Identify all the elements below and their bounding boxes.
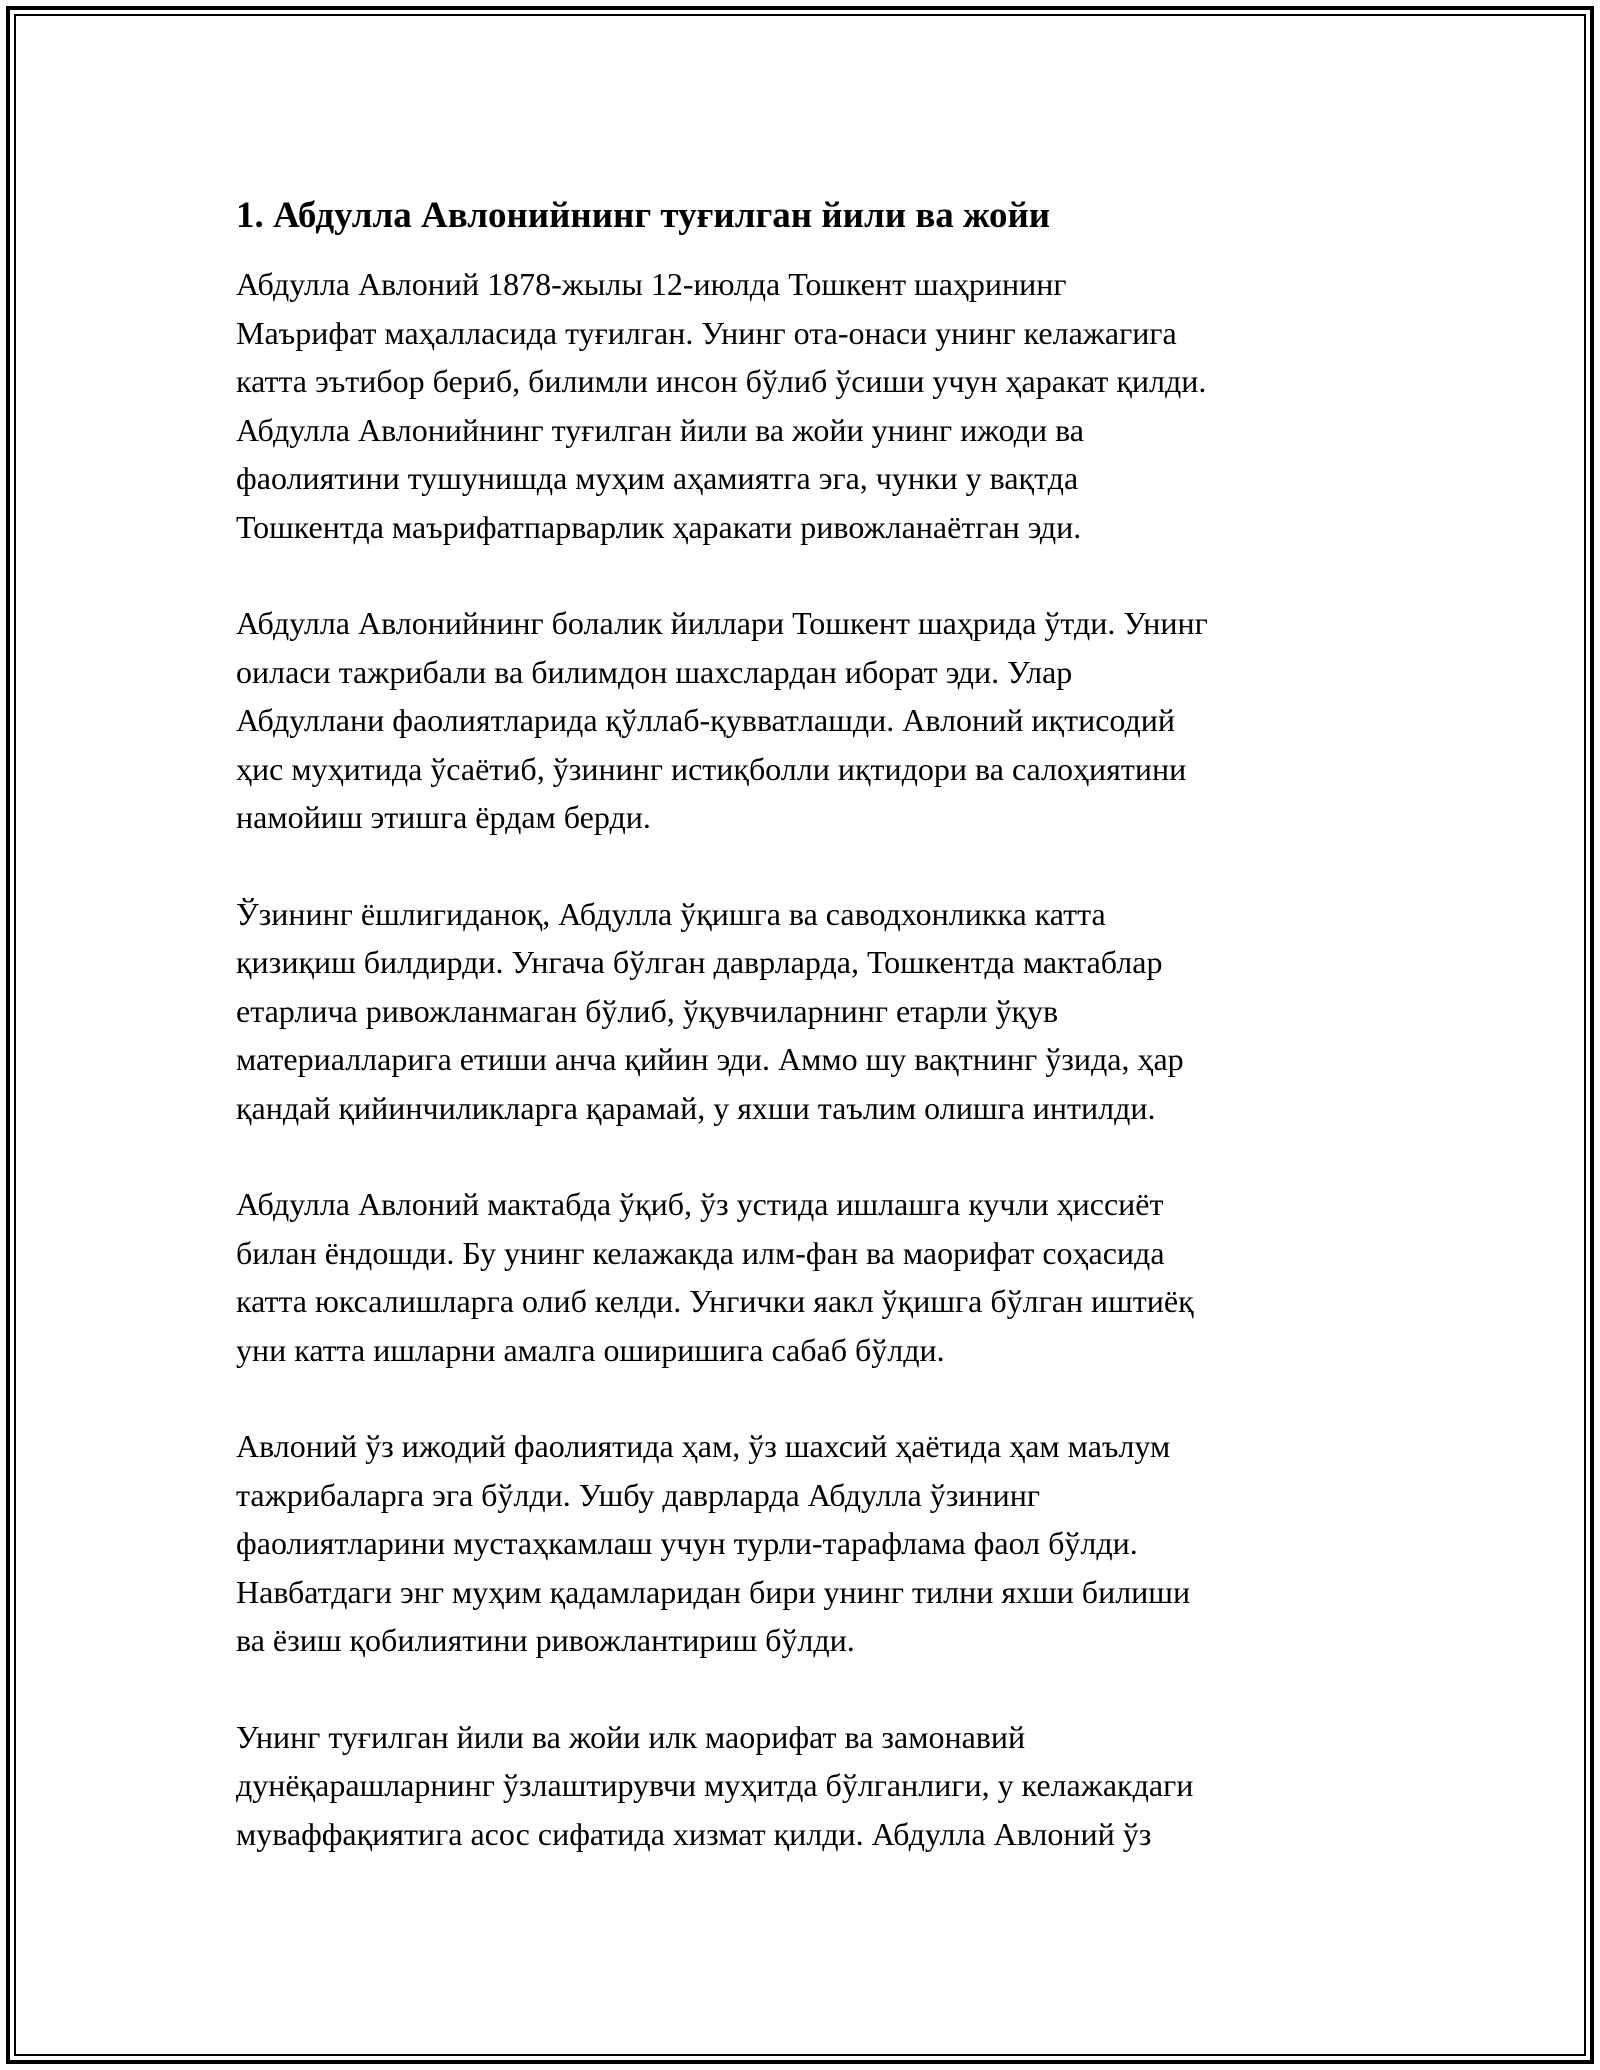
paragraph-2 [236,599,1386,842]
text-line: Абдуллани фаолиятларида қўллаб-қувватлашди. Авлоний иқтисодий [236,702,1176,738]
text-line: дунёқарашларнинг ўзлаштирувчи муҳитда бўлганлиги, у келажакдаги [236,1767,1194,1803]
paragraph-5 [236,1422,1386,1665]
text-line: Ўзининг ёшлигиданоқ, Абдулла ўқишга ва саводхонликка катта [236,895,1106,932]
text-line: қандай қийинчиликларга қарамай, у яхши таълим олишга интилди. [236,1089,1156,1126]
text-line: Абдулла Авлоний мактабда ўқиб, ўз устида ишлашга кучли ҳиссиёт [236,1186,1164,1222]
text-line: уни катта ишларни амалга оширишига сабаб бўлди. [236,1331,945,1368]
paragraph-6 [236,1713,1386,1859]
text-line: Абдулла Авлонийнинг туғилган йили ва жойи унинг ижоди ва [236,411,1084,448]
text-line: фаолиятини тушунишда муҳим аҳамиятга эга, чунки у вақтда [236,460,1079,496]
text-line: қизиқиш билдирди. Унгача бўлган даврларда, Тошкентда мактаблар [236,944,1163,980]
paragraph-3 [236,890,1386,1133]
text-line: ҳис муҳитида ўсаётиб, ўзининг истиқболли иқтидори ва салоҳиятини [236,750,1187,787]
text-line: Абдулла Авлоний 1878-жылы 12-июлда Тошкент шаҳрининг [236,266,1067,302]
text-line: Авлоний ўз ижодий фаолиятида ҳам, ўз шахсий ҳаётида ҳам маълум [236,1428,1171,1464]
text-line: ва ёзиш қобилиятини ривожлантириш бўлди. [236,1622,855,1658]
text-line: материалларига етиши анча қийин эди. Аммо шу вақтнинг ўзида, ҳар [236,1041,1184,1077]
text-line: Унинг туғилган йили ва жойи илк маорифат ва замонавий [236,1718,1026,1755]
text-line: билан ёндошди. Бу унинг келажакда илм-фан ва маорифат соҳасида [236,1234,1165,1271]
paragraph-1 [236,260,1386,551]
text-line: оиласи тажрибали ва билимдон шахслардан иборат эди. Улар [236,653,1073,690]
text-line: Маърифат маҳалласида туғилган. Унинг ота-онаси унинг келажагига [236,314,1177,351]
text-line: катта эътибор бериб, билимли инсон бўлиб ўсиши учун ҳаракат қилди. [236,363,1207,399]
text-line: етарлича ривожланмаган бўлиб, ўқувчиларнинг етарли ўқув [236,992,1059,1029]
text-line: Абдулла Авлонийнинг болалик йиллари Тошкент шаҳрида ўтди. Унинг [236,605,1208,641]
text-line: Навбатдаги энг муҳим қадамларидан бири унинг тилни яхши билиши [236,1573,1191,1610]
text-line: Тошкентда маърифатпарварлик ҳаракати ривожланаётган эди. [236,508,1082,545]
paragraph-4 [236,1180,1386,1374]
section-heading: 1. Абдулла Авлонийнинг туғилган йили ва жойи [236,195,1051,236]
document-body [236,188,1386,1906]
text-line: муваффақиятига асос сифатида хизмат қилди. Абдулла Авлоний ўз [236,1815,1152,1852]
text-line: намойиш этишга ёрдам берди. [236,799,651,835]
text-line: тажрибаларга эга бўлди. Ушбу даврларда Абдулла ўзининг [236,1476,1040,1513]
text-line: фаолиятларини мустаҳкамлаш учун турли-тарафлама фаол бўлди. [236,1525,1138,1561]
text-line: катта юксалишларга олиб келди. Унгички яакл ўқишга бўлган иштиёқ [236,1283,1194,1319]
